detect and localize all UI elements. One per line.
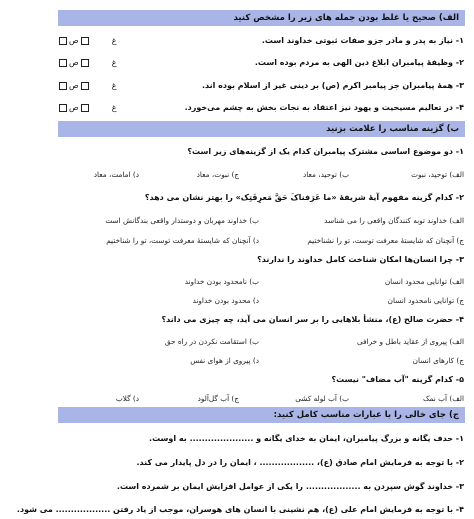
tf-answer-row-4 [58, 103, 118, 112]
mc-5-option-c[interactable]: ج) آب گل‌آلود [197, 394, 239, 403]
mc-question-2: ۲- کدام گزینه مفهوم آیهٔ شریفهٔ «ما عَرَفناکَ حَقَّ مَعرِفَتِک» را بهتر نشان می دهد؟ [144, 193, 464, 202]
true-checkbox-4[interactable] [81, 104, 89, 112]
mc-question-1: ۱- دو موضوع اساسی مشترک پیامبران کدام یک از گزینه‌های زیر است؟ [187, 147, 464, 156]
false-label: غ [111, 36, 117, 45]
section-a-header: الف) صحیح یا غلط بودن جمله های زیر را مشخص کنید [58, 10, 465, 26]
fill-blank-1: ۱- حدف یگانه و بزرگ پیامبران، ایمان به خدای یگانه و ..................... به اوست. [149, 434, 464, 443]
mc-3-option-b[interactable]: ب) نامحدود بودن خداوند [184, 277, 259, 286]
mc-2-option-c[interactable]: ج) آنچنان که شایستهٔ معرفت توست، تو را نشناختیم [307, 236, 464, 245]
true-label: ص [69, 103, 79, 112]
true-checkbox-2[interactable] [81, 59, 89, 67]
fill-blank-3: ۳- خداوند گوش سپردن به .................. را یکی از عوامل افزایش ایمان بر شمرده است. [116, 482, 464, 491]
tf-answer-row-3 [58, 81, 118, 90]
mc-2-option-d[interactable]: د) آنچنان که شایستهٔ معرفت توست، تو را شناختیم [106, 236, 259, 245]
mc-1-option-d[interactable]: د) امامت، معاد [93, 170, 139, 179]
tf-answer-row-1 [58, 36, 118, 45]
mc-2-option-b[interactable]: ب) خداوند مهربان و دوستدار واقعی بندگانش است [105, 216, 259, 225]
false-label: غ [111, 58, 117, 67]
mc-5-option-a[interactable]: الف) آب نمک [423, 394, 464, 403]
true-checkbox-3[interactable] [81, 82, 89, 90]
tf-question-4: ۴- در تعالیم مسیحیت و یهود نیز اعتقاد به نجات بخش به چشم می‌خورد. [184, 103, 464, 112]
mc-1-option-b[interactable]: ب) توحید، معاد [303, 170, 349, 179]
mc-2-option-a[interactable]: الف) خداوند توبه کنندگان واقعی را می شناسد [324, 216, 464, 225]
tf-answer-row-2 [58, 58, 118, 67]
false-label: غ [111, 103, 117, 112]
false-checkbox-1[interactable] [59, 37, 67, 45]
mc-1-option-a[interactable]: الف) توحید، نبوت [411, 170, 464, 179]
mc-4-option-d[interactable]: د) پیروی از هوای نفس [190, 356, 259, 365]
false-checkbox-4[interactable] [59, 104, 67, 112]
mc-question-3: ۳- چرا انسان‌ها امکان شناخت کامل خداوند را ندارند؟ [257, 255, 464, 264]
tf-question-2: ۲- وظیفهٔ پیامبران ابلاغ دین الهی به مردم بوده است. [254, 58, 464, 67]
false-label: غ [111, 81, 117, 90]
mc-5-option-d[interactable]: د) گلاب [115, 394, 139, 403]
section-c-header: ج) جای خالی را با عبارات مناسب کامل کنید: [58, 407, 465, 423]
fill-blank-4: ۴- با توجه به فرمایش امام علی (ع)، هم نشینی با انسان های هوسران، موجب از یاد رفتن .................. می شود. [16, 505, 464, 514]
mc-3-option-d[interactable]: د) محدود بودن خداوند [192, 296, 259, 305]
tf-question-3: ۳- همهٔ پیامبران جز پیامبر اکرم (ص) بر دینی غیر از اسلام بوده اند. [201, 81, 464, 90]
mc-4-option-c[interactable]: ج) کارهای انسان [412, 356, 464, 365]
false-checkbox-3[interactable] [59, 82, 67, 90]
mc-4-option-a[interactable]: الف) پیروی از عقاید باطل و خرافی [357, 337, 464, 346]
true-label: ص [69, 58, 79, 67]
true-checkbox-1[interactable] [81, 37, 89, 45]
mc-question-4: ۴- حضرت صالح (ع)، منشأ بلاهایی را بر سر انسان می آید، چه چیزی می داند؟ [161, 315, 464, 324]
tf-question-1: ۱- نیاز به پدر و مادر جزو صفات ثبوتی خداوند است. [261, 36, 464, 45]
mc-3-option-a[interactable]: الف) توانایی محدود انسان [384, 277, 464, 286]
true-label: ص [69, 81, 79, 90]
mc-5-option-b[interactable]: ب) آب لوله کشی [295, 394, 349, 403]
true-label: ص [69, 36, 79, 45]
mc-3-option-c[interactable]: ج) توانایی نامحدود انسان [387, 296, 464, 305]
section-b-header: ب) گزینه مناسب را علامت بزنید [58, 121, 465, 137]
fill-blank-2: ۲- با توجه به فرمایش امام صادق (ع)، .................. ، ایمان را در دل پایدار می کند. [136, 458, 464, 467]
false-checkbox-2[interactable] [59, 59, 67, 67]
mc-4-option-b[interactable]: ب) استقامت نکردن در راه حق [164, 337, 259, 346]
mc-1-option-c[interactable]: ج) نبوت، معاد [196, 170, 239, 179]
mc-question-5: ۵- کدام گزینه "آب مضاف" نیست؟ [331, 375, 464, 384]
